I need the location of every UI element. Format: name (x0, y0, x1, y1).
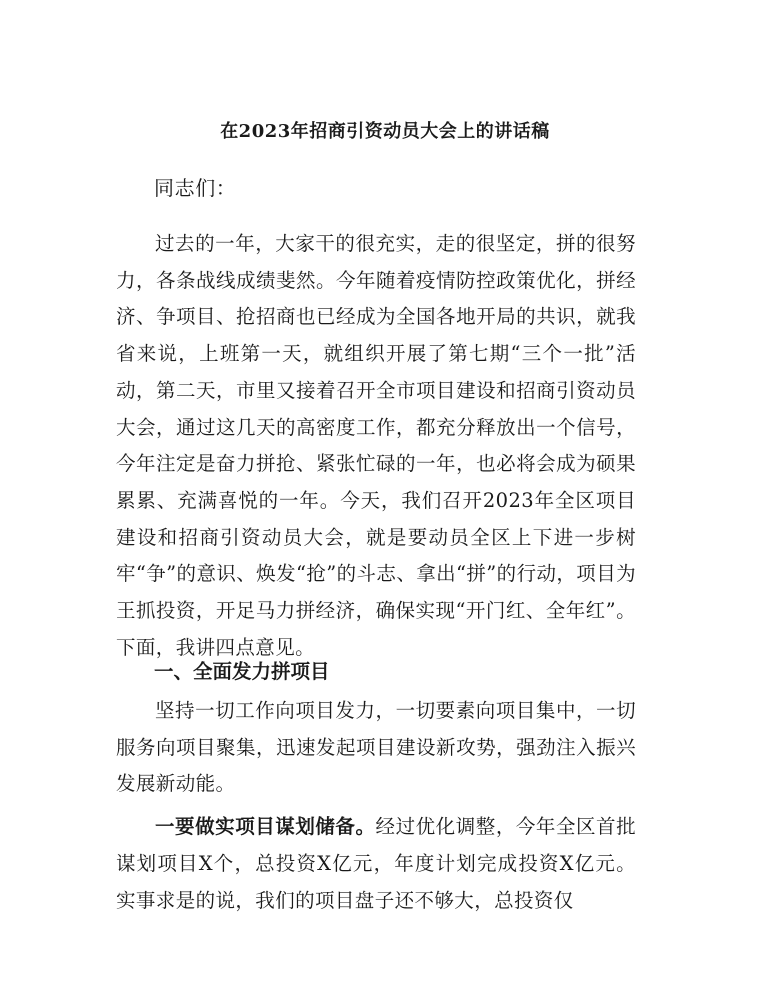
salutation: 同志们： (154, 176, 237, 200)
document-title: 在2023年招商引资动员大会上的讲话稿 (220, 121, 550, 142)
paragraph-lead: 一要做实项目谋划储备。 (155, 815, 376, 839)
paragraph-body: 经过优化调整，今年全区首批谋划项目X个，总投资X亿元，年度计划完成投资X亿元。实事求是的说，我们的项目盘子还不够大，总投资仅 (116, 815, 637, 912)
section-heading-1: 一、全面发力拼项目 (154, 660, 330, 683)
paragraph-project-planning (116, 809, 636, 919)
paragraph-intro: 过去的一年，大家干的很充实，走的很坚定，拼的很努力，各条战线成绩斐然。今年随着疫情防控政策优化，拼经济、争项目、抢招商也已经成为全国各地开局的共识，就我省来说，上班第一天，就组织开展了第七期“三个一批”活动，第二天，市里又接着召开全市项目建设和招商引资动员大会，通过这几天的高密度工作，都充分释放出一个信号，今年注定是奋力拼抢、紧张忙碌的一年，也必将会成为硕果累累、充满喜悦的一年。今天，我们召开2023年全区项目建设和招商引资动员大会，就是要动员全区上下进一步树牢“争”的意识、焕发“抢”的斗志、拿出“拼”的行动，项目为王抓投资，开足马力拼经济，确保实现“开门红、全年红”。下面，我讲四点意见。 (116, 232, 636, 659)
document-body (116, 226, 636, 666)
section-1-body (116, 693, 636, 919)
paragraph-section-1: 坚持一切工作向项目发力，一切要素向项目集中，一切服务向项目聚集，迅速发起项目建设新攻势，强劲注入振兴发展新动能。 (116, 699, 636, 796)
